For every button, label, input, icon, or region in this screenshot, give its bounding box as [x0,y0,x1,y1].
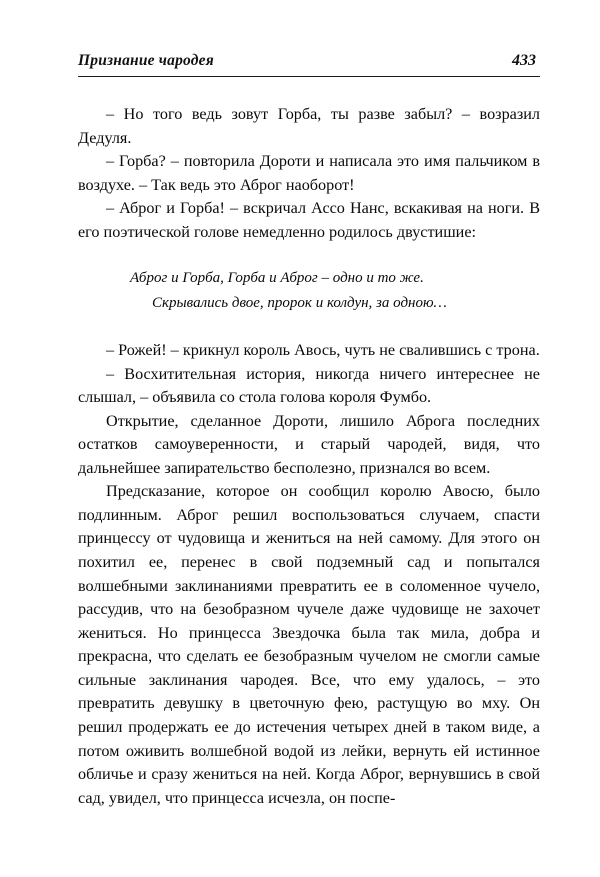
paragraph: Открытие, сделанное Дороти, лишило Аброга последних остатков самоуверенности, и старый чародей, видя, что дальнейшее запирательство бесполезно, признался во всем. [78,411,540,477]
paragraph: – Но того ведь зовут Горба, ты разве забыл? – возразил Дедуля. [78,105,540,147]
verse-line: Аброг и Горба, Горба и Аброг – одно и то же. [130,270,424,287]
paragraph: – Аброг и Горба! – вскричал Ассо Нанс, вскакивая на ноги. В его поэтической голове немедленно родилось двустишие: [78,199,540,241]
paragraph: – Горба? – повторила Дороти и написала это имя пальчиком в воздухе. – Так ведь это Аброг наоборот! [78,152,540,194]
running-title: Признание чародея [78,52,214,69]
page-header [78,52,540,70]
verse-block [78,266,540,315]
paragraph: – Восхитительная история, никогда ничего интереснее не слышал, – объявила со стола голова короля Фумбо. [78,364,540,407]
verse-line: Скрывались двое, пророк и колдун, за одною… [152,294,447,311]
header-rule [78,76,540,77]
paragraph: Предсказание, которое он сообщил королю Авосю, было подлинным. Аброг решил воспользоваться случаем, спасти принцессу от чудовища и жениться на ней самому. Для этого он похитил ее, перенес в свой подземный сад и попытался волшебными заклинаниями превратить ее в соломенное чучело, рассудив, что на безобразном чучеле даже чудовище не захочет жениться. Но принцесса Звездочка была так мила, добра и прекрасна, что сделать ее безобразным чучелом не смогли самые сильные заклинания чародея. Все, что ему удалось, – это превратить девушку в цветочную фею, растущую во мху. Он решил продержать ее до истечения четырех дней в таком виде, а потом оживить волшебной водой из лейки, вернуть ей истинное обличье и сразу жениться на ней. Когда Аброг, вернувшись в свой сад, увидел, что принцесса исчезла, он поспе- [78,482,540,807]
paragraph: – Рожей! – крикнул король Авось, чуть не свалившись с трона. [106,340,540,359]
page-number: 433 [512,52,536,69]
body-text [78,103,540,810]
